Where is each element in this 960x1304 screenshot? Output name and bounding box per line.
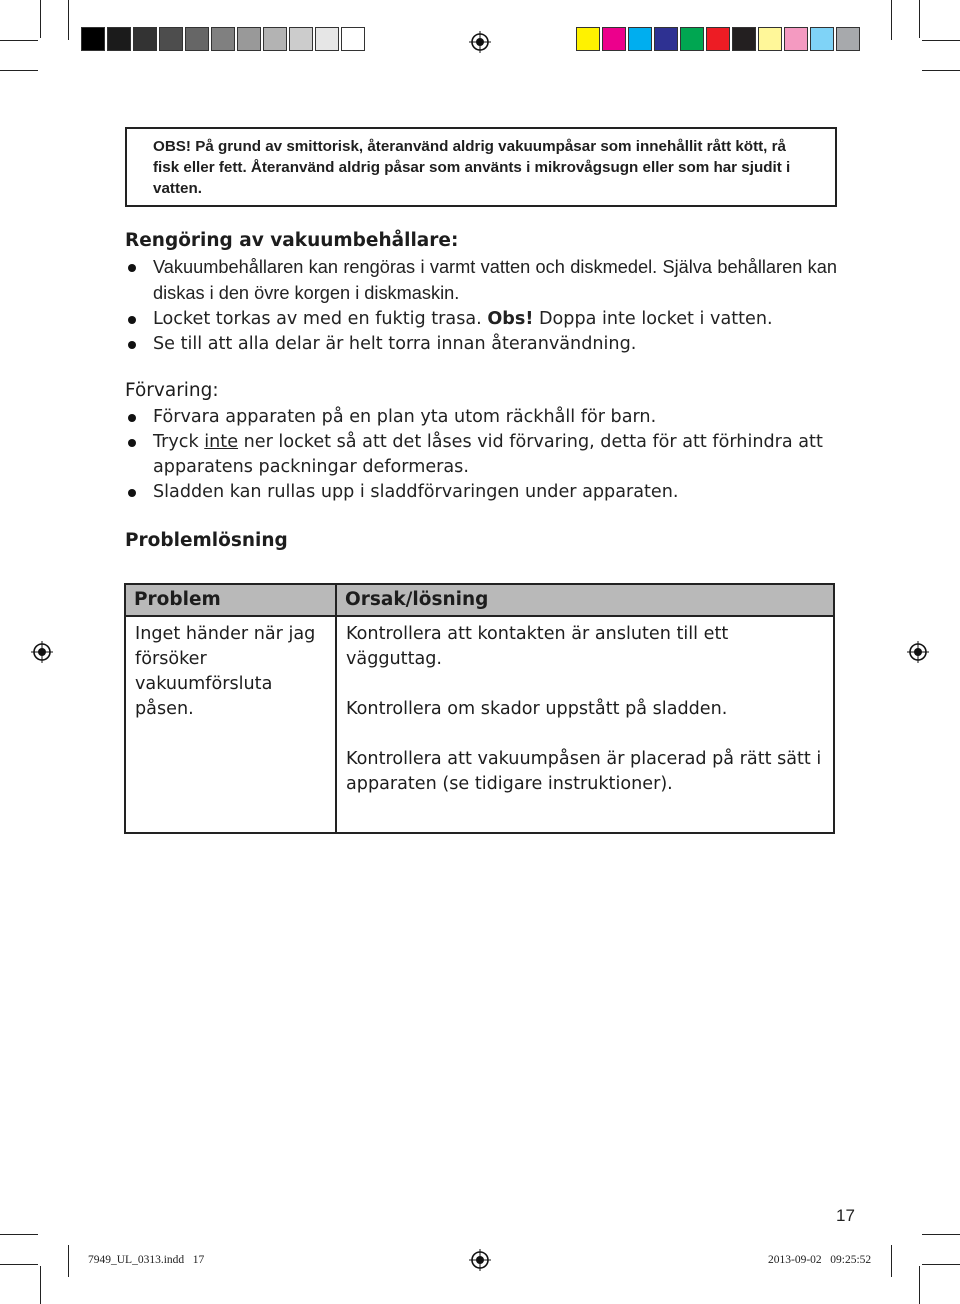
registration-mark-icon — [469, 31, 491, 53]
color-swatch — [654, 27, 678, 51]
solution-cell — [336, 616, 834, 833]
list-item — [127, 332, 837, 357]
list-item-text: Se till att alla delar är helt torra innan återanvändning. — [153, 334, 637, 354]
crop-mark — [68, 1245, 69, 1277]
list-item-text: Tryck — [153, 432, 199, 452]
column-header-problem: Problem — [125, 584, 336, 616]
crop-mark — [0, 70, 38, 71]
crop-mark — [922, 70, 960, 71]
color-swatch — [289, 27, 313, 51]
color-swatch — [211, 27, 235, 51]
process-color-bar — [576, 27, 862, 55]
crop-mark — [68, 0, 69, 40]
crop-mark — [40, 1266, 41, 1304]
color-swatch — [185, 27, 209, 51]
crop-mark — [919, 1266, 920, 1304]
color-swatch — [133, 27, 157, 51]
list-item — [127, 255, 837, 307]
obs-label: Obs! — [487, 309, 534, 329]
page-number: 17 — [836, 1206, 855, 1225]
column-header-solution: Orsak/lösning — [336, 584, 834, 616]
color-swatch — [732, 27, 756, 51]
crop-mark — [919, 0, 920, 38]
color-swatch — [263, 27, 287, 51]
registration-mark-icon — [31, 641, 53, 663]
warning-notice-box — [125, 127, 837, 207]
solution-text: Kontrollera om skador uppstått på sladden. — [346, 699, 728, 719]
footer-timestamp: 2013-09-02 09:25:52 — [768, 1254, 872, 1266]
color-swatch — [81, 27, 105, 51]
problem-cell — [125, 616, 336, 833]
problem-text: Inget händer när jag försöker vakuumförsluta påsen. — [135, 624, 316, 719]
storage-list — [127, 405, 837, 505]
list-item — [127, 430, 837, 480]
registration-mark-icon — [907, 641, 929, 663]
grayscale-color-bar — [81, 27, 367, 55]
solution-text: Kontrollera att vakuumpåsen är placerad på rätt sätt i apparaten (se tidigare instruktioner). — [346, 749, 822, 794]
crop-mark — [891, 0, 892, 40]
list-item-text: Förvara apparaten på en plan yta utom räckhåll för barn. — [153, 407, 657, 427]
emphasis-underline: inte — [204, 432, 239, 452]
crop-mark — [922, 1234, 960, 1235]
list-item-text: Vakuumbehållaren kan rengöras i varmt vatten och diskmedel. Själva behållaren kan diskas i den övre korgen i diskmaskin. — [153, 257, 837, 303]
cleaning-list — [127, 255, 837, 357]
table-header-row — [125, 584, 834, 616]
crop-mark — [40, 0, 41, 38]
color-swatch — [341, 27, 365, 51]
crop-mark — [0, 1264, 38, 1265]
crop-mark — [922, 40, 960, 41]
crop-mark — [0, 1234, 38, 1235]
color-swatch — [680, 27, 704, 51]
color-swatch — [836, 27, 860, 51]
list-item — [127, 307, 837, 332]
color-swatch — [315, 27, 339, 51]
troubleshooting-table — [124, 583, 835, 834]
solution-text: Kontrollera att kontakten är ansluten till ett vägguttag. — [346, 624, 729, 669]
color-swatch — [107, 27, 131, 51]
color-swatch — [159, 27, 183, 51]
list-item-text: ner locket så att det låses vid förvaring, detta för att förhindra att apparatens packningar deformeras. — [153, 432, 823, 477]
list-item — [127, 480, 837, 505]
table-row — [125, 616, 834, 833]
storage-heading: Förvaring: — [125, 380, 219, 401]
color-swatch — [784, 27, 808, 51]
color-swatch — [810, 27, 834, 51]
crop-mark — [891, 1245, 892, 1277]
list-item-text: Locket torkas av med en fuktig trasa. — [153, 309, 482, 329]
color-swatch — [237, 27, 261, 51]
list-item-text: Doppa inte locket i vatten. — [538, 309, 773, 329]
troubleshooting-heading: Problemlösning — [125, 530, 288, 551]
crop-mark — [0, 40, 38, 41]
list-item — [127, 405, 837, 430]
footer-file-name: 7949_UL_0313.indd 17 — [88, 1254, 205, 1266]
color-swatch — [758, 27, 782, 51]
color-swatch — [628, 27, 652, 51]
warning-notice-text: OBS! På grund av smittorisk, återanvänd aldrig vakuumpåsar som innehållit rått kött, rå fisk eller fett. Återanvänd aldrig påsar som använts i mikrovågsugn eller som har sjudit i vatten. — [153, 138, 791, 197]
crop-mark — [922, 1264, 960, 1265]
color-swatch — [576, 27, 600, 51]
color-swatch — [706, 27, 730, 51]
list-item-text: Sladden kan rullas upp i sladdförvaringen under apparaten. — [153, 482, 679, 502]
color-swatch — [602, 27, 626, 51]
registration-mark-icon — [469, 1249, 491, 1271]
cleaning-heading: Rengöring av vakuumbehållare: — [125, 230, 459, 251]
